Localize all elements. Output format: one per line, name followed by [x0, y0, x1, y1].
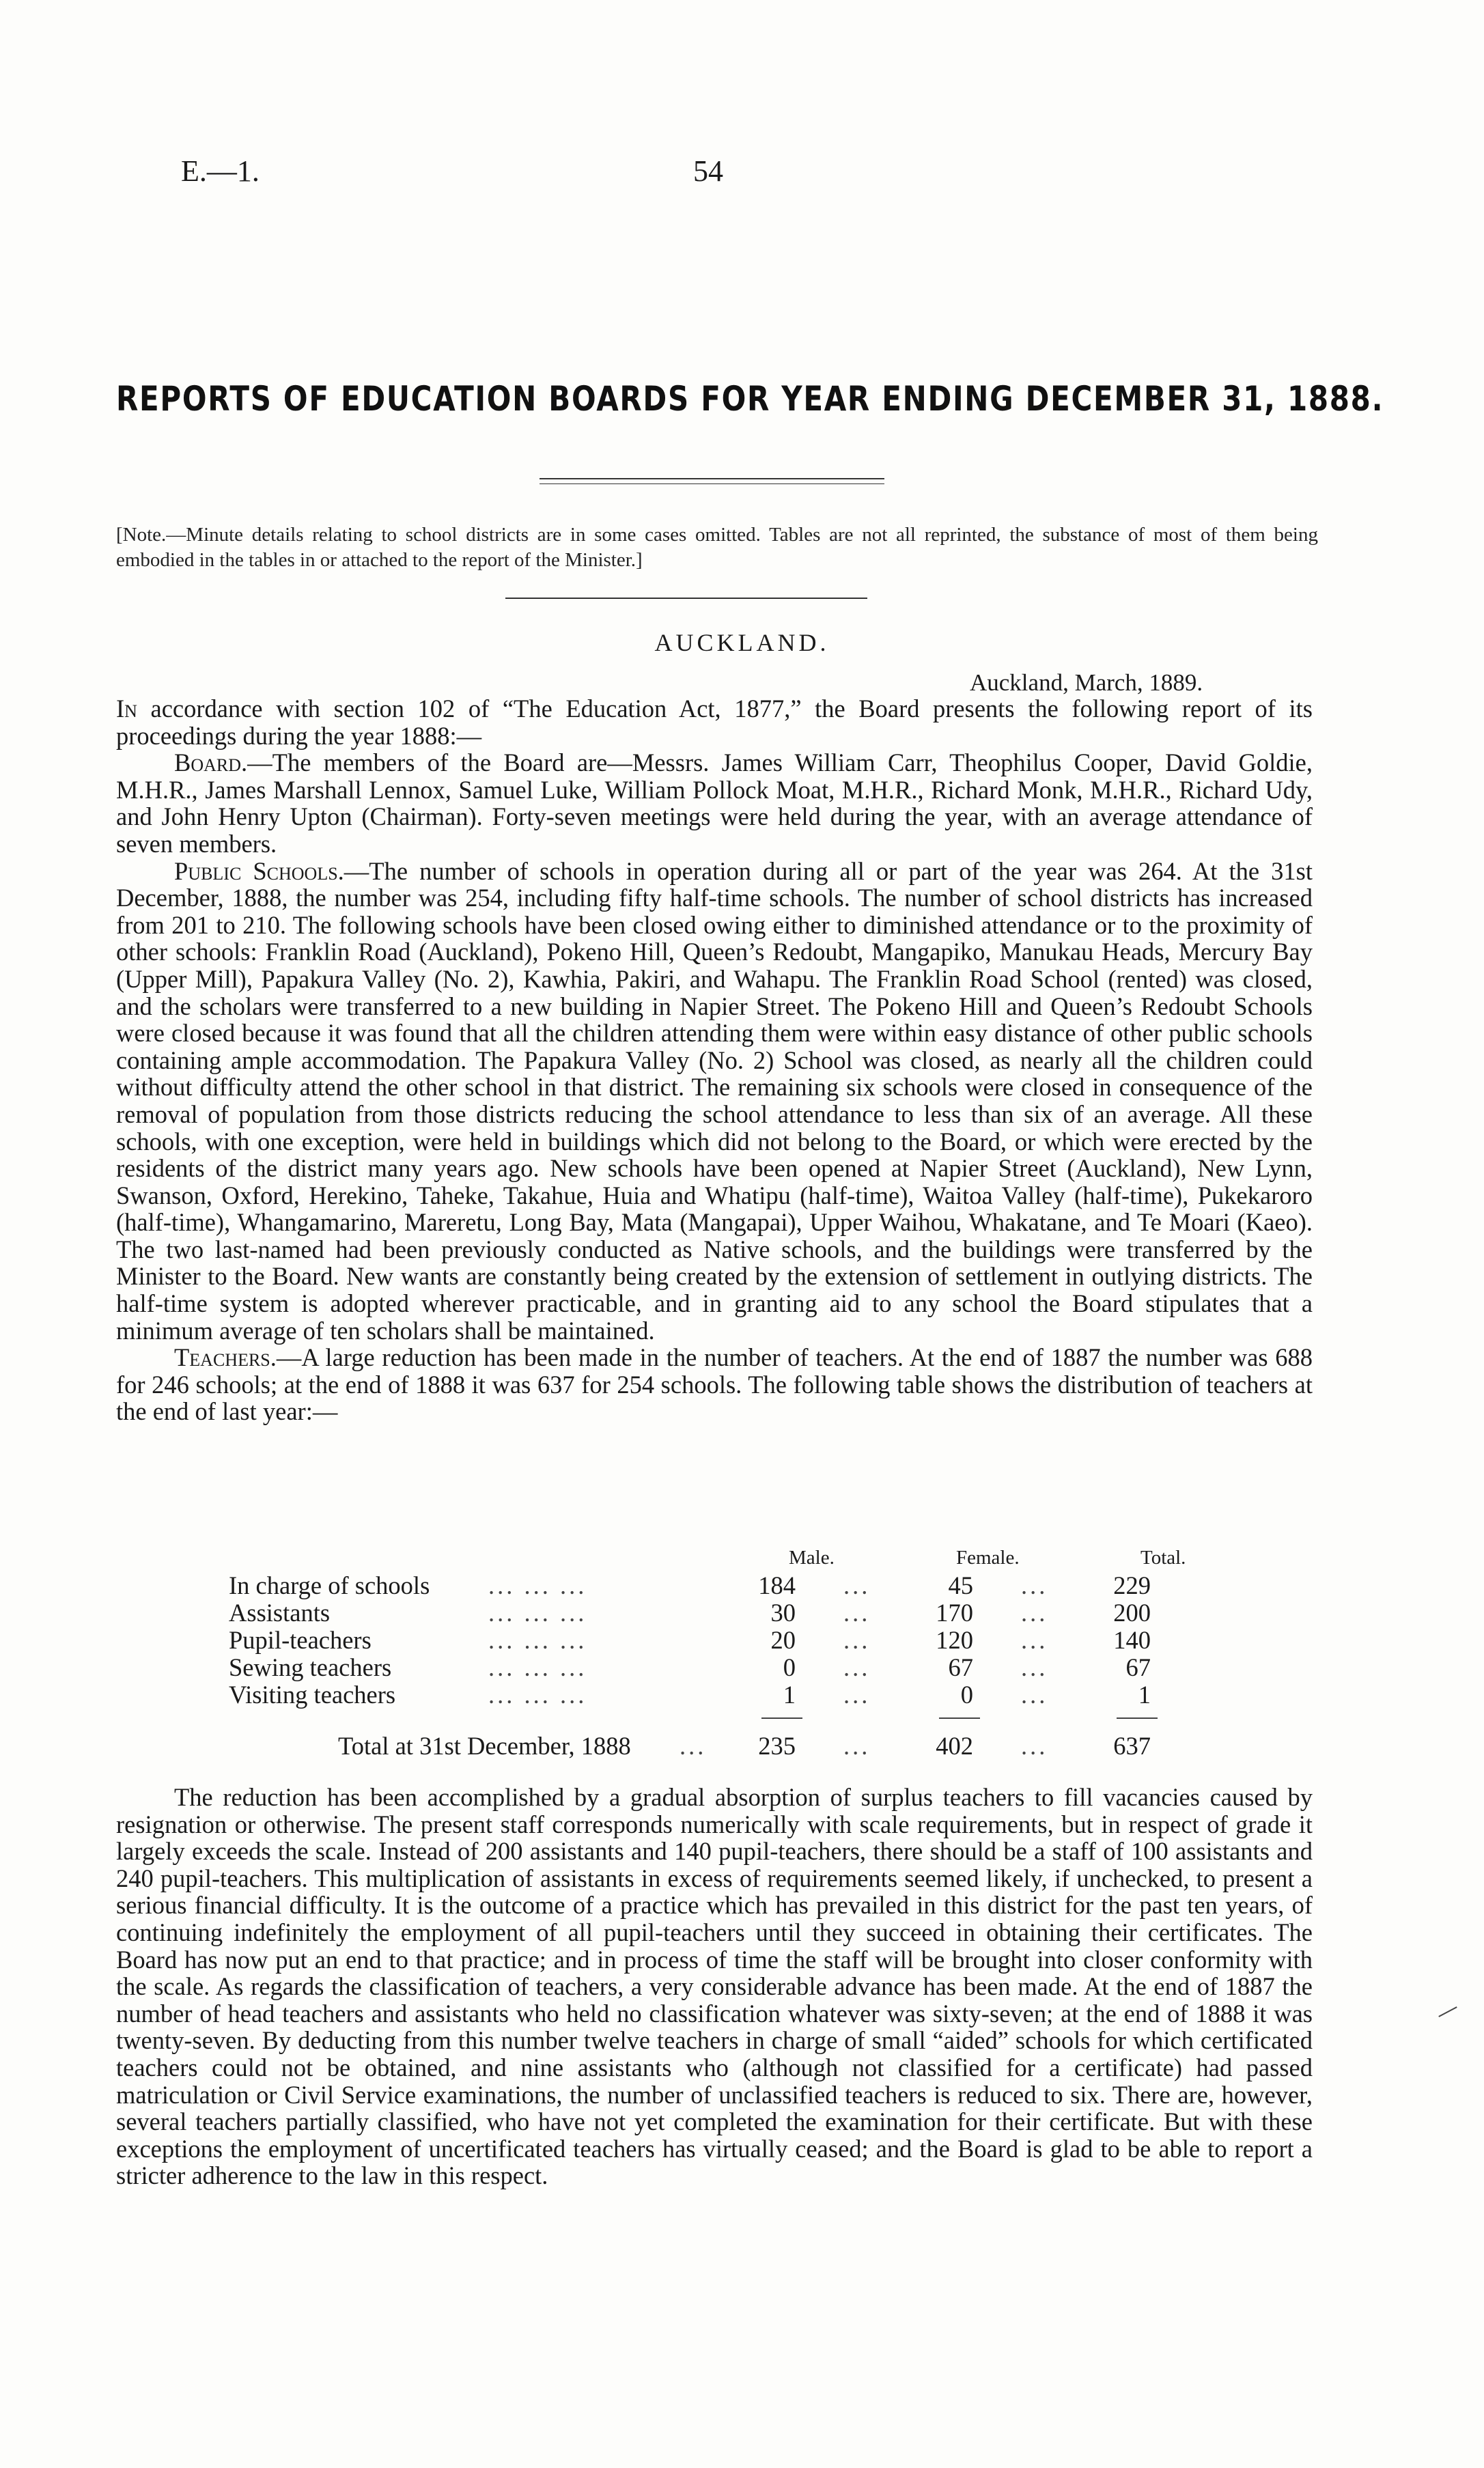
- teachers-lead: Teachers.: [174, 1343, 277, 1372]
- cell-female: 170: [936, 1599, 973, 1627]
- teachers-text: —A large reduction has been made in the number of teachers. At the end of 1887 the number was 688 for 246 schools; at the end of 1888 it was 637 for 254 schools. The following table shows the distribution of teachers at the end of last year:—: [116, 1343, 1313, 1426]
- row-leader: ... ... ...: [488, 1571, 587, 1599]
- table-row: [229, 1680, 1226, 1707]
- total-male: 235: [758, 1732, 796, 1760]
- cell-male: 1: [783, 1681, 796, 1709]
- cell-female: 0: [960, 1681, 973, 1709]
- sum-rule-female: [939, 1717, 980, 1719]
- body-text-upper: [116, 695, 1313, 1425]
- cell-female: 120: [936, 1626, 973, 1654]
- intro-lead: In: [116, 695, 137, 723]
- cell-total: 229: [1113, 1571, 1151, 1599]
- sum-rule-male: [761, 1717, 802, 1719]
- column-header-female: Female.: [956, 1547, 1020, 1569]
- page-number: 54: [693, 154, 723, 188]
- table-row: [229, 1598, 1226, 1625]
- cell-total: 140: [1113, 1626, 1151, 1654]
- cell-separator: ...: [843, 1653, 871, 1681]
- total-female: 402: [936, 1732, 973, 1760]
- row-leader: ... ... ...: [488, 1653, 587, 1681]
- row-label: Visiting teachers: [229, 1681, 396, 1709]
- intro-paragraph: [116, 695, 1313, 749]
- cell-separator: ...: [1021, 1681, 1048, 1709]
- cell-total: 67: [1125, 1653, 1151, 1681]
- total-label: Total at 31st December, 1888: [338, 1732, 631, 1760]
- schools-paragraph: [116, 858, 1313, 1345]
- cell-total: 1: [1138, 1681, 1151, 1709]
- cell-total: 200: [1113, 1599, 1151, 1627]
- reduction-paragraph: The reduction has been accomplished by a gradual absorption of surplus teachers to fill vacancies caused by resignation or otherwise. The present staff corresponds numerically with scale requirements, but in respect of grade it largely exceeds the scale. Instead of 200 assistants and 140 pupil-teachers, there should be a staff of 100 assistants and 240 pupil-teachers. This multiplication of assistants in excess of requirements seemed likely, if unchecked, to present a serious financial difficulty. It is the outcome of a practice which has prevailed in this district for the past ten years, of continuing indefinitely the employment of all pupil-teachers until they succeed in obtaining their certificates. The Board has now put an end to that practice; and in process of time the staff will be brought into closer conformity with the scale. As regards the classification of teachers, a very considerable advance has been made. At the end of 1887 the number of head teachers and assistants who held no classification whatever was sixty-seven; at the end of 1888 it was twenty-seven. By deducting from this number twelve teachers in charge of small “aided” schools for which certificated teachers could not be obtained, and nine assistants who (although not classified for a certificate) had passed matriculation or Civil Service examinations, the number of unclassified teachers is reduced to six. There are, however, several teachers partially classified, who have not yet completed the examination for their certificate. But with these exceptions the employment of uncertificated teachers has virtually ceased; and the Board is glad to be able to report a stricter adherence to the law in this respect.: [116, 1783, 1313, 2190]
- board-lead: Board.: [174, 748, 248, 777]
- cell-separator: ...: [1021, 1732, 1048, 1760]
- margin-mark: [1438, 2006, 1457, 2017]
- total-total: 637: [1113, 1732, 1151, 1760]
- cell-female: 45: [948, 1571, 973, 1599]
- board-paragraph: [116, 749, 1313, 857]
- note-rule: [505, 598, 867, 599]
- table-row: [229, 1625, 1226, 1653]
- cell-male: 20: [770, 1626, 796, 1654]
- table-total-row: [229, 1731, 1226, 1758]
- row-leader: ... ... ...: [488, 1626, 587, 1654]
- section-heading: AUCKLAND.: [654, 629, 830, 656]
- report-title: REPORTS OF EDUCATION BOARDS FOR YEAR ENDING DECEMBER 31, 1888.: [116, 379, 1384, 419]
- table-row: [229, 1653, 1226, 1680]
- cell-male: 0: [783, 1653, 796, 1681]
- cell-male: 184: [758, 1571, 796, 1599]
- cell-separator: ...: [843, 1571, 871, 1599]
- cell-male: 30: [770, 1599, 796, 1627]
- row-label: Assistants: [229, 1599, 331, 1627]
- cell-separator: ...: [1021, 1571, 1048, 1599]
- row-label: In charge of schools: [229, 1571, 430, 1599]
- cell-separator: ...: [843, 1626, 871, 1654]
- dateline: Auckland, March, 1889.: [970, 669, 1203, 696]
- title-rule-lower: [540, 483, 884, 484]
- row-label: Sewing teachers: [229, 1653, 392, 1681]
- teachers-paragraph: [116, 1344, 1313, 1425]
- column-header-male: Male.: [789, 1547, 835, 1569]
- board-text: —The members of the Board are—Messrs. James William Carr, Theophilus Cooper, David Goldie, M.H.R., James Marshall Lennox, Samuel Luke, William Pollock Moat, M.H.R., Richard Monk, M.H.R., Richard Udy, and John Henry Upton (Chairman). Forty-seven meetings were held during the year, with an average attendance of seven members.: [116, 748, 1313, 858]
- cell-separator: ...: [843, 1681, 871, 1709]
- document-code: E.—1.: [181, 154, 260, 188]
- running-header: [0, 154, 1484, 195]
- cell-separator: ...: [843, 1732, 871, 1760]
- cell-separator: ...: [1021, 1599, 1048, 1627]
- row-leader: ... ... ...: [488, 1599, 587, 1627]
- title-rule-upper: [540, 478, 884, 479]
- row-leader: ... ... ...: [488, 1681, 587, 1709]
- table-row: [229, 1571, 1226, 1598]
- cell-separator: ...: [843, 1599, 871, 1627]
- row-label: Pupil-teachers: [229, 1626, 372, 1654]
- intro-text: accordance with section 102 of “The Education Act, 1877,” the Board presents the following report of its proceedings during the year 1888:—: [116, 695, 1313, 750]
- cell-separator: ...: [1021, 1626, 1048, 1654]
- schools-lead: Public Schools.: [174, 856, 344, 885]
- body-text-lower: [116, 1784, 1313, 2189]
- total-leader: ...: [680, 1732, 707, 1760]
- column-header-total: Total.: [1140, 1547, 1186, 1569]
- cell-female: 67: [948, 1653, 973, 1681]
- editorial-note: [Note.—Minute details relating to school districts are in some cases omitted. Tables are not all reprinted, the substance of most of them being embodied in the tables in or attached to the report of the Minister.]: [116, 524, 1318, 571]
- cell-separator: ...: [1021, 1653, 1048, 1681]
- schools-text: —The number of schools in operation during all or part of the year was 264. At the 31st December, 1888, the number was 254, including fifty half-time schools. The number of school districts has increased from 201 to 210. The following schools have been closed owing either to diminished attendance or to the proximity of other schools: Franklin Road (Auckland), Pokeno Hill, Queen’s Redoubt, Mangapiko, Manukau Heads, Mercury Bay (Upper Mill), Papakura Valley (No. 2), Kawhia, Pakiri, and Wahapu. The Franklin Road School (rented) was closed, and the scholars were transferred to a new building in Napier Street. The Pokeno Hill and Queen’s Redoubt Schools were closed because it was found that all the children attending them were within easy distance of other public schools containing ample accommodation. The Papakura Valley (No. 2) School was closed, as nearly all the children could without difficulty attend the other school in that district. The remaining six schools were closed in consequence of the removal of population from those districts reducing the school attendance to less than six of an average. All these schools, with one exception, were held in buildings which did not belong to the Board, or which were erected by the residents of the district many years ago. New schools have been opened at Napier Street (Auckland), New Lynn, Swanson, Oxford, Herekino, Taheke, Takahue, Huia and Whatipu (half-time), Waitoa Valley (half-time), Pukekaroro (half-time), Whangamarino, Mareretu, Long Bay, Mata (Mangapai), Upper Waihou, Whakatane, and Te Moari (Kaeo). The two last-named had been previously conducted as Native schools, and the buildings were transferred by the Minister to the Board. New wants are constantly being created by the extension of settlement in outlying districts. The half-time system is adopted wherever practicable, and in granting aid to any school the Board stipulates that a minimum average of ten scholars shall be maintained.: [116, 856, 1313, 1345]
- sum-rule-total: [1117, 1717, 1158, 1719]
